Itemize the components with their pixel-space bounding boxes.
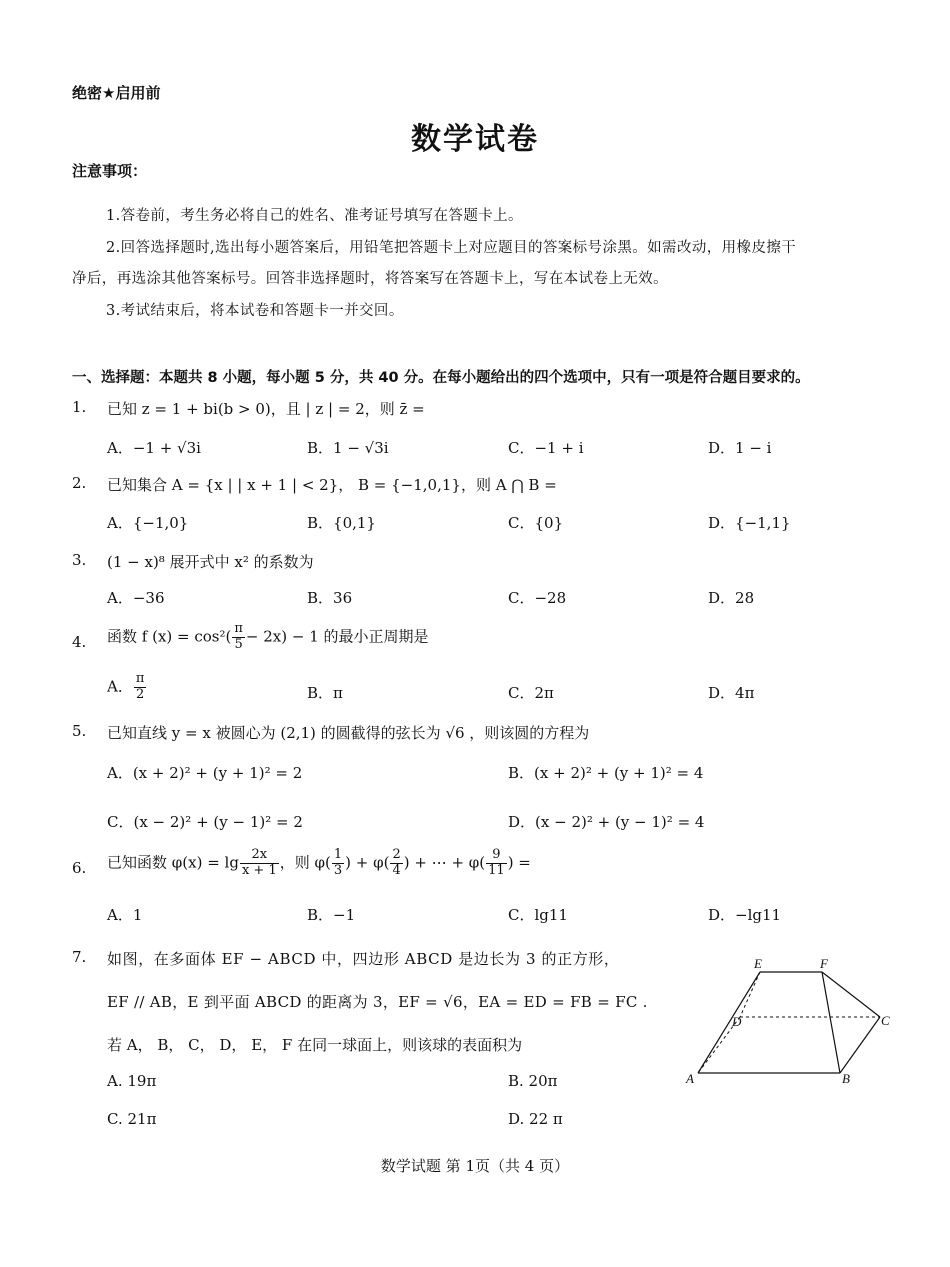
polyhedron-figure xyxy=(680,952,900,1092)
question-stem: 已知直线 y = x 被圆心为 (2,1) 的圆截得的弦长为 √6 ，则该圆的方程为 xyxy=(107,724,590,742)
option-a: A. 19π xyxy=(107,1072,157,1090)
fraction-numerator: 9 xyxy=(486,848,507,864)
section-heading: 一、选择题：本题共 8 小题，每小题 5 分，共 40 分。在每小题给出的四个选项中，只有一项是符合题目要求的。 xyxy=(72,370,810,386)
label-F: F xyxy=(820,956,828,971)
question-number: 6. xyxy=(72,859,87,877)
option-a: A．−1 + √3i xyxy=(107,439,201,457)
fraction-denominator: x + 1 xyxy=(241,862,277,878)
fraction-denominator: 3 xyxy=(333,862,343,878)
notice-item-3: 3.考试结束后，将本试卷和答题卡一并交回。 xyxy=(106,303,404,319)
question-stem-line-3: 若 A， B， C， D， E， F 在同一球面上，则该球的表面积为 xyxy=(107,1036,523,1054)
option-a: A．1 xyxy=(107,906,143,924)
label-A: A xyxy=(686,1071,694,1086)
fraction xyxy=(486,848,507,879)
edge-BC xyxy=(840,1017,880,1073)
fraction-denominator: 5 xyxy=(234,636,243,652)
fraction xyxy=(232,622,245,653)
notice-item-1: 1.答卷前，考生务必将自己的姓名、准考证号填写在答题卡上。 xyxy=(106,208,523,224)
fraction-denominator: 2 xyxy=(135,686,145,702)
option-a xyxy=(107,672,147,703)
stem-part: 函数 f (x) = cos²( xyxy=(107,627,232,646)
question-number: 2. xyxy=(72,474,87,492)
option-c: C．−28 xyxy=(508,589,567,607)
page-footer: 数学试题 第 1页（共 4 页） xyxy=(380,1157,570,1175)
question-stem-line-2: EF // AB，E 到平面 ABCD 的距离为 3，EF = √6，EA = ED = FB = FC . xyxy=(107,993,648,1011)
edge-FC xyxy=(822,972,880,1017)
edge-ED xyxy=(740,972,760,1017)
stem-part: ) = xyxy=(507,853,531,872)
fraction-numerator: 2x xyxy=(240,848,279,864)
fraction-numerator: 2 xyxy=(392,847,401,862)
question-stem-line-1: 如图，在多面体 EF − ABCD 中，四边形 ABCD 是边长为 3 的正方形， xyxy=(107,950,620,968)
secret-label: 绝密★启用前 xyxy=(72,84,161,102)
option-d: D．−lg11 xyxy=(708,906,782,924)
fraction xyxy=(134,672,147,703)
option-a: A．(x + 2)² + (y + 1)² = 2 xyxy=(107,764,303,782)
fraction xyxy=(332,848,344,879)
option-label: A． xyxy=(107,677,133,696)
option-d: D．1 − i xyxy=(708,439,772,457)
question-stem: 已知 z = 1 + bi(b > 0)，且 | z | = 2，则 z̄ = xyxy=(107,400,425,418)
option-b: B. 20π xyxy=(508,1072,558,1090)
option-b: B．{0,1} xyxy=(307,514,376,532)
stem-part: 已知函数 φ(x) = lg xyxy=(107,853,239,872)
stem-part: ) + ⋯ + φ( xyxy=(403,853,486,872)
option-c: C．{0} xyxy=(508,514,564,532)
fraction-numerator: 1 xyxy=(333,847,343,862)
question-number: 4. xyxy=(72,633,87,651)
label-B: B xyxy=(842,1071,850,1086)
stem-part: − 2x) − 1 的最小正周期是 xyxy=(245,627,429,646)
option-b: B．1 − √3i xyxy=(307,439,389,457)
fraction xyxy=(390,848,402,879)
fraction-numerator: π xyxy=(135,671,145,686)
option-d: D．4π xyxy=(708,684,755,702)
question-number: 3. xyxy=(72,551,87,569)
page-title: 数学试卷 xyxy=(411,122,539,157)
question-stem: 已知集合 A = {x | | x + 1 | < 2}， B = {−1,0,1}，则 A ⋂ B = xyxy=(107,476,557,494)
label-C: C xyxy=(881,1013,890,1028)
notice-item-2-cont: 净后，再选涂其他答案标号。回答非选择题时，将答案写在答题卡上，写在本试卷上无效。 xyxy=(72,271,668,287)
notice-heading: 注意事项： xyxy=(72,162,148,180)
question-number: 5. xyxy=(72,722,87,740)
label-E: E xyxy=(754,956,762,971)
option-c: C．−1 + i xyxy=(508,439,584,457)
edge-FB xyxy=(822,972,840,1073)
question-stem xyxy=(107,848,531,879)
stem-part: ) + φ( xyxy=(345,853,390,872)
label-D: D xyxy=(732,1014,742,1029)
stem-part: ，则 φ( xyxy=(279,853,331,872)
fraction xyxy=(240,848,279,879)
option-c: C．lg11 xyxy=(508,906,568,924)
fraction-numerator: π xyxy=(234,621,243,636)
option-c: C．2π xyxy=(508,684,554,702)
fraction-denominator: 4 xyxy=(392,862,401,878)
question-number: 1. xyxy=(72,398,87,416)
option-d: D．(x − 2)² + (y − 1)² = 4 xyxy=(508,813,705,831)
option-b: B．−1 xyxy=(307,906,356,924)
edge-EA xyxy=(698,972,760,1073)
option-d: D．28 xyxy=(708,589,755,607)
question-stem xyxy=(107,622,429,653)
question-stem: (1 − x)⁸ 展开式中 x² 的系数为 xyxy=(107,553,314,571)
option-b: B．36 xyxy=(307,589,353,607)
question-number: 7. xyxy=(72,948,87,966)
fraction-denominator: 11 xyxy=(488,862,505,878)
option-c: C．(x − 2)² + (y − 1)² = 2 xyxy=(107,813,303,831)
option-b: B．π xyxy=(307,684,343,702)
option-d: D．{−1,1} xyxy=(708,514,791,532)
option-a: A．{−1,0} xyxy=(107,514,189,532)
option-d: D. 22 π xyxy=(508,1110,563,1128)
option-c: C. 21π xyxy=(107,1110,157,1128)
option-b: B．(x + 2)² + (y + 1)² = 4 xyxy=(508,764,704,782)
option-a: A．−36 xyxy=(107,589,165,607)
notice-item-2: 2.回答选择题时,选出每小题答案后，用铅笔把答题卡上对应题目的答案标号涂黑。如需改动，用橡皮擦干 xyxy=(106,240,797,256)
